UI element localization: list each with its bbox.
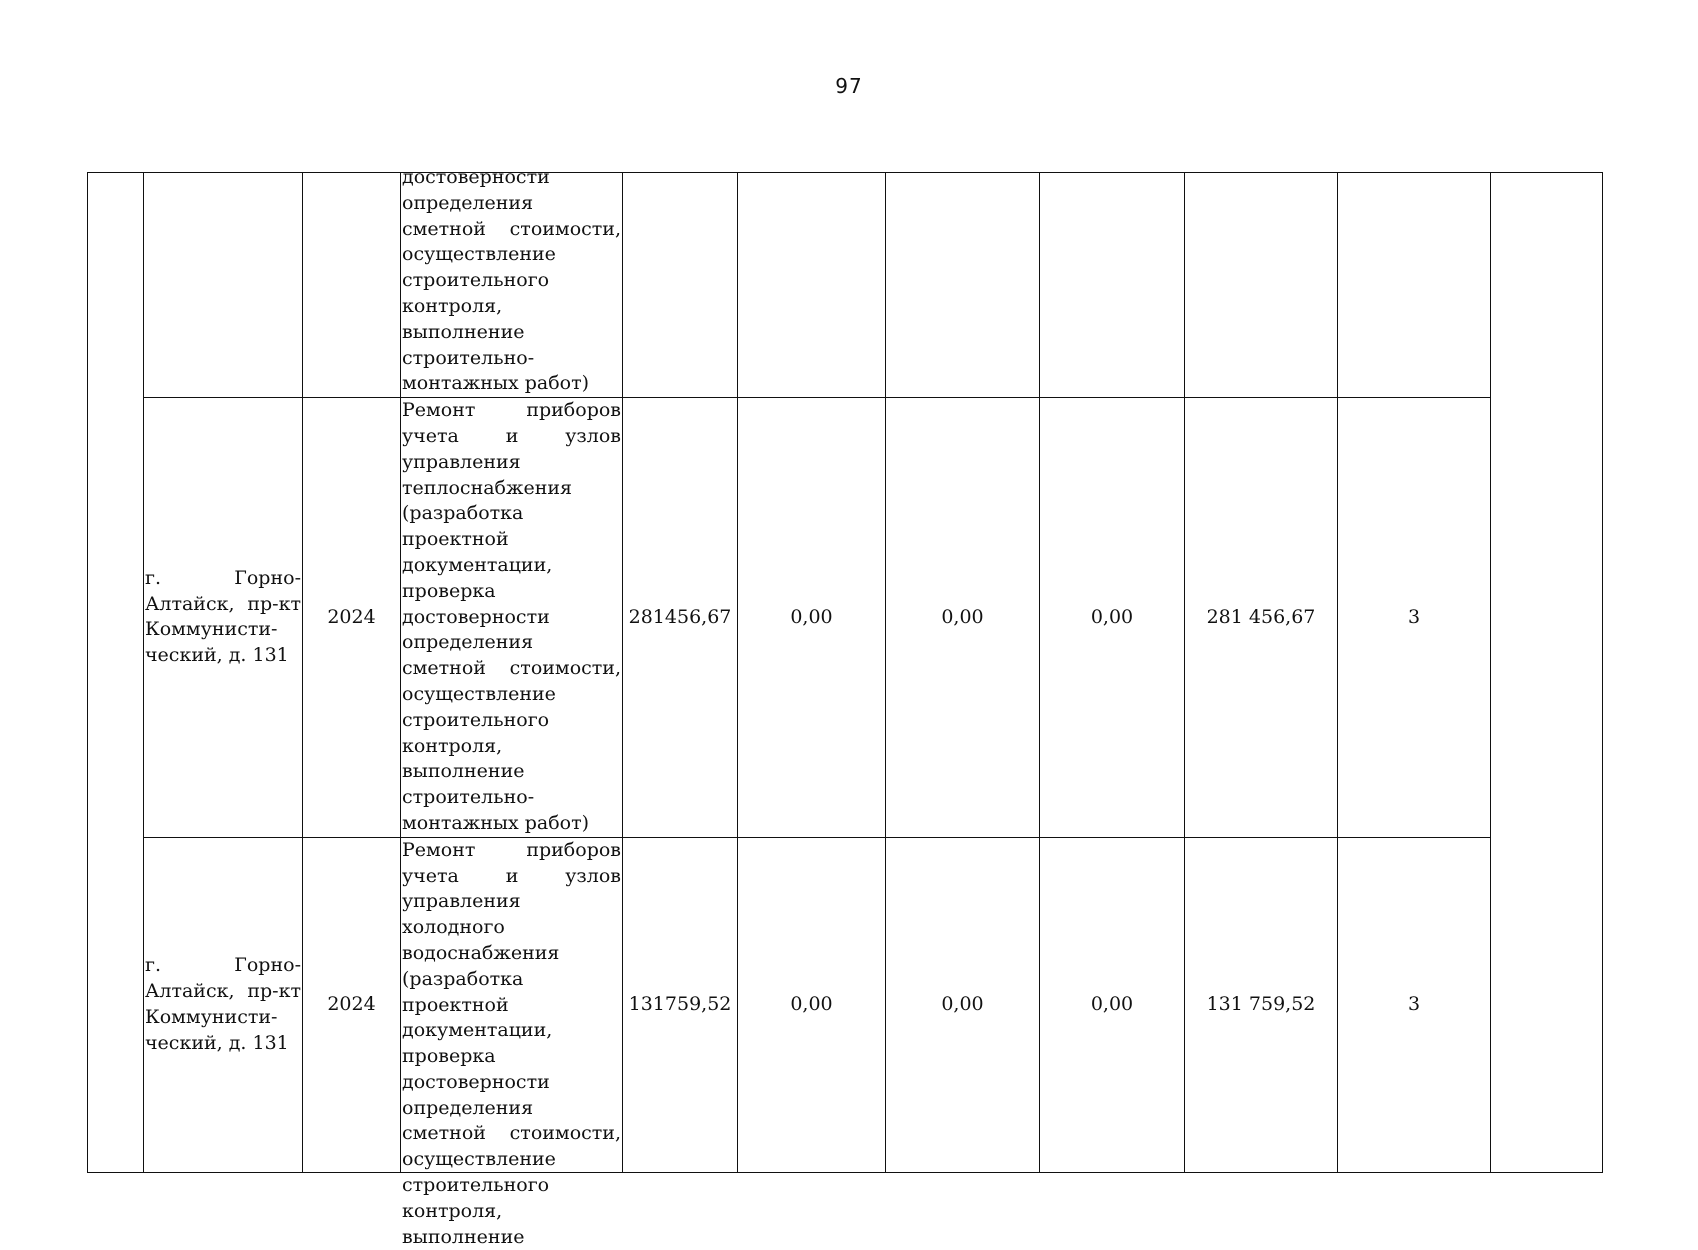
funding-table — [87, 166, 1603, 1248]
address-cell: г. Горно-Алтайск, пр-кт Коммунисти-ческий, д. 131 — [144, 398, 303, 838]
description-cell — [401, 166, 623, 398]
row-number-cell — [88, 173, 144, 1173]
count-cell — [1338, 173, 1491, 398]
amount-cell — [738, 173, 886, 398]
total-cost-cell: 131759,52 — [623, 837, 738, 1172]
amount-cell: 0,00 — [886, 837, 1040, 1172]
amount-cell: 0,00 — [738, 398, 886, 838]
amount-cell: 0,00 — [1040, 837, 1185, 1172]
amount-cell: 281 456,67 — [1185, 398, 1338, 838]
amount-cell: 131 759,52 — [1185, 837, 1338, 1172]
count-cell: 3 — [1338, 398, 1491, 838]
description-text: Ремонт приборов учета и узлов управления теплоснабжения (разработка проектной документации, проверка достоверности определения сметной стоимости, осуществление строительного контроля, выполнение строительно-монтажных работ) — [402, 399, 621, 834]
year-cell: 2024 — [303, 837, 401, 1172]
total-cost-cell — [623, 173, 738, 398]
table-row — [88, 173, 1603, 398]
address-cell: г. Горно-Алтайск, пр-кт Коммунисти-ческий, д. 131 — [144, 837, 303, 1172]
table-row — [88, 398, 1603, 838]
page-number: 97 — [835, 74, 863, 98]
count-cell: 3 — [1338, 837, 1491, 1172]
amount-cell: 0,00 — [886, 398, 1040, 838]
amount-cell: 0,00 — [1040, 398, 1185, 838]
amount-cell — [886, 173, 1040, 398]
year-cell: 2024 — [303, 398, 401, 838]
amount-cell — [1185, 173, 1338, 398]
amount-cell: 0,00 — [738, 837, 886, 1172]
amount-cell — [1040, 173, 1185, 398]
description-cell — [401, 837, 623, 1248]
description-text: Ремонт приборов учета и узлов управления холодного водоснабжения (разработка проектной документации, проверка достоверности определения сметной стоимости, осуществление строительного контроля, выполнение — [402, 838, 621, 1248]
description-text: достоверности определения сметной стоимости, осуществление строительного контроля, выполнение строительно-монтажных работ) — [402, 166, 621, 395]
total-cost-cell: 281456,67 — [623, 398, 738, 838]
address-cell — [144, 173, 303, 398]
last-column-cell — [1491, 173, 1603, 1173]
year-cell — [303, 173, 401, 398]
table-row — [88, 837, 1603, 1172]
description-cell — [401, 398, 623, 838]
